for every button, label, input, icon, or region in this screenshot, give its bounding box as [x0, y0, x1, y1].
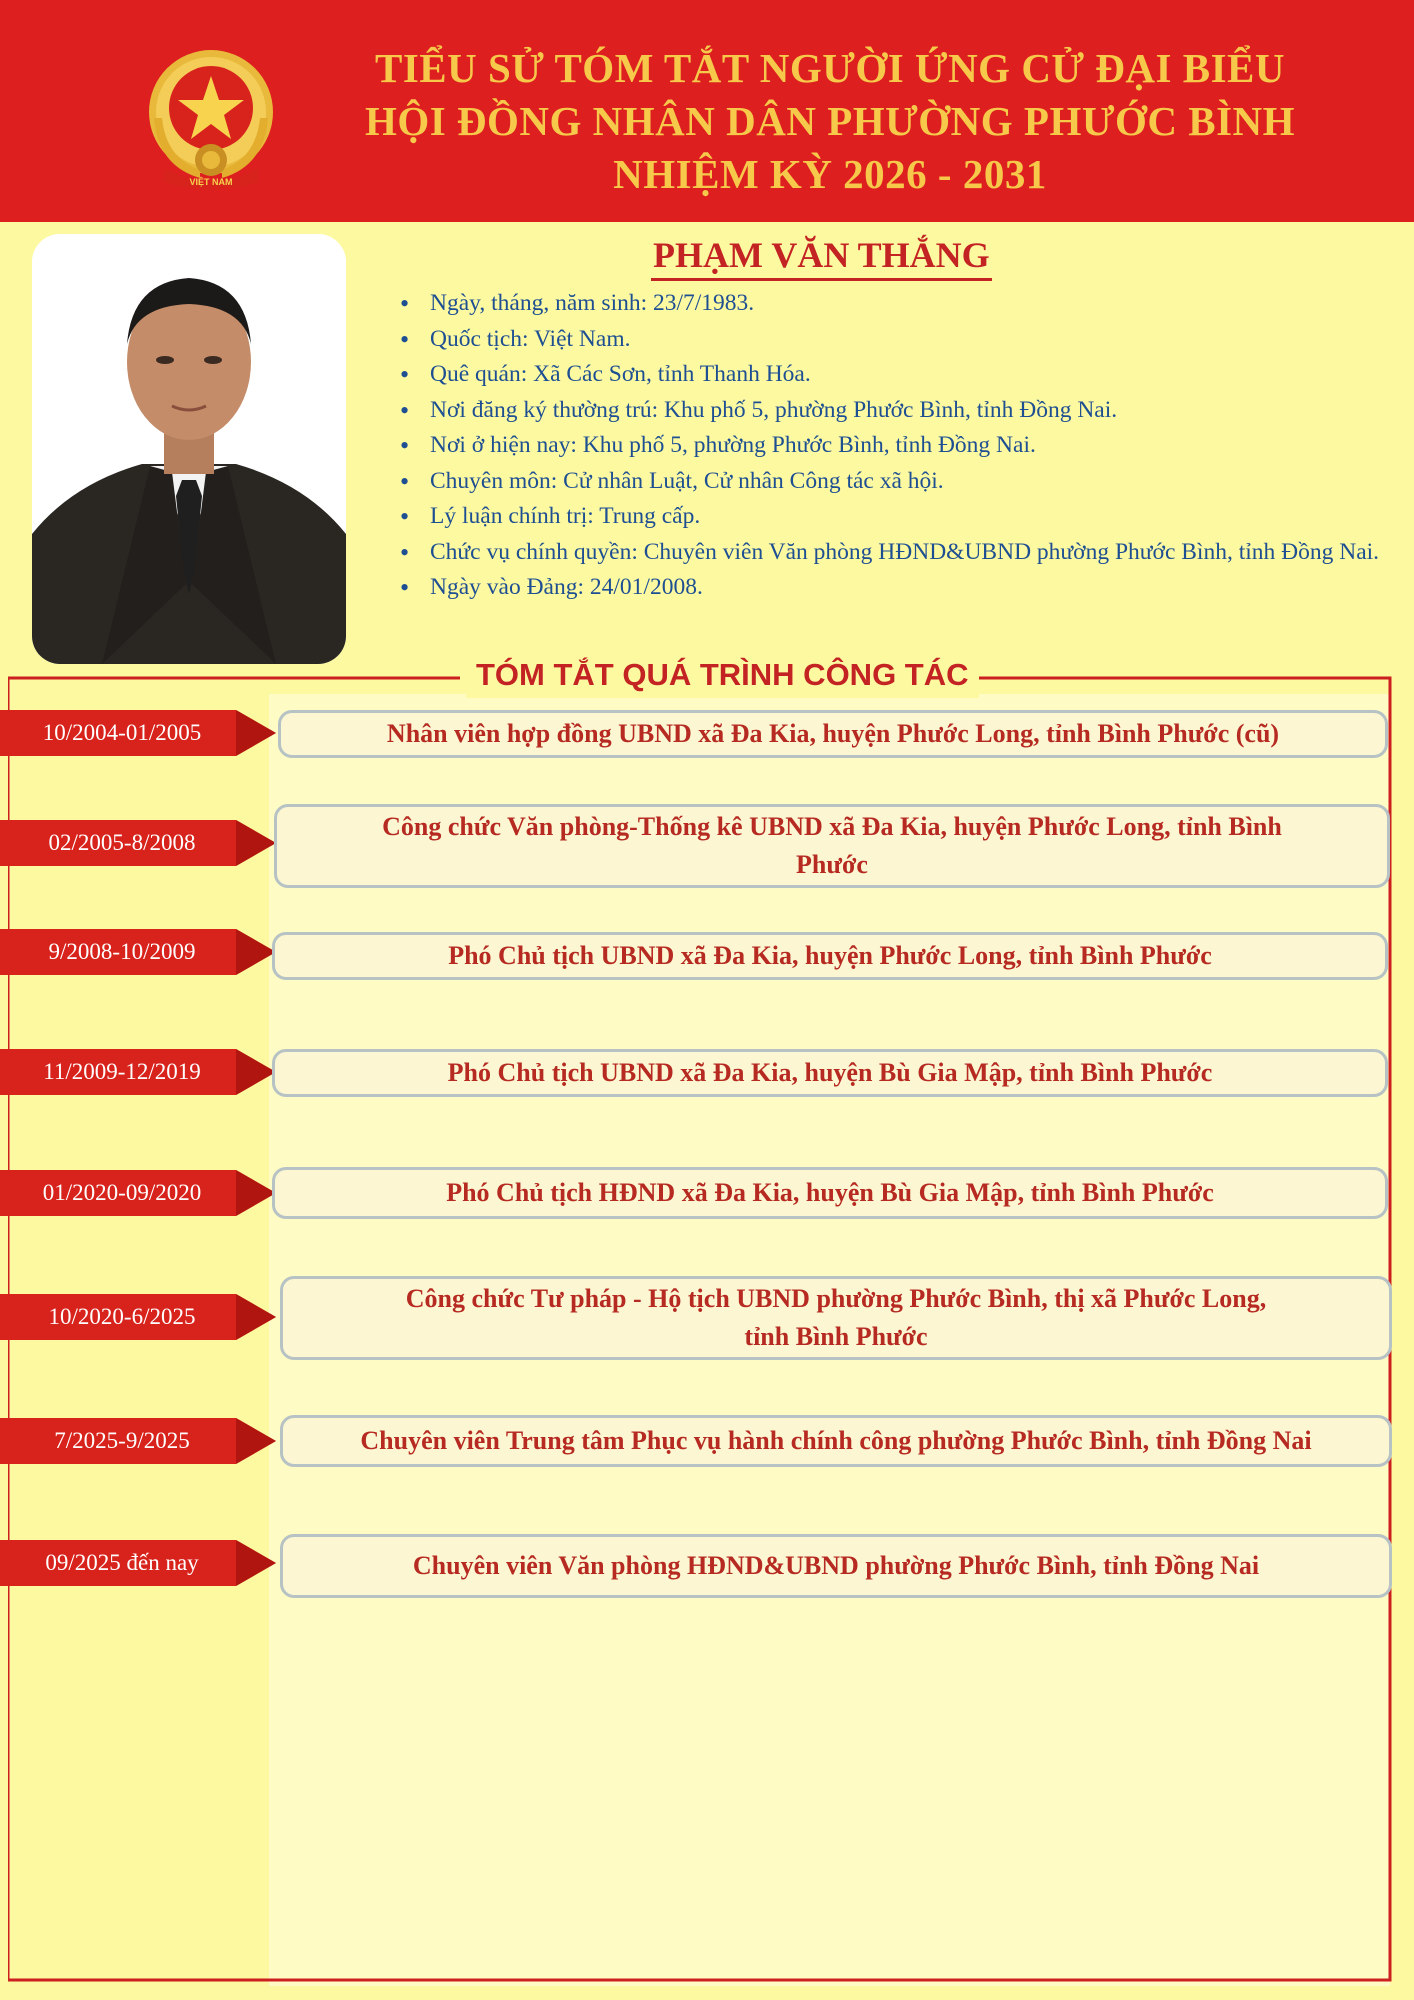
page-title	[330, 42, 1330, 201]
timeline-period: 09/2025 đến nay	[45, 1550, 199, 1575]
timeline-period: 7/2025-9/2025	[54, 1428, 190, 1453]
timeline-date-tag	[0, 1294, 276, 1340]
timeline-position-text: Phó Chủ tịch HĐND xã Đa Kia, huyện Bù Gia Mập, tỉnh Bình Phước	[446, 1178, 1214, 1207]
candidate-name: PHẠM VĂN THẮNG	[651, 234, 992, 281]
timeline-position-text: Phó Chủ tịch UBND xã Đa Kia, huyện Phước Long, tỉnh Bình Phước	[448, 941, 1212, 970]
timeline-position-text: Chuyên viên Trung tâm Phục vụ hành chính công phường Phước Bình, tỉnh Đồng Nai	[360, 1426, 1312, 1455]
timeline-period: 01/2020-09/2020	[42, 1180, 202, 1205]
timeline-date-tag	[0, 1540, 276, 1586]
detail-political-theory: • Lý luận chính trị: Trung cấp.	[398, 499, 1398, 535]
national-emblem-icon	[140, 48, 282, 196]
timeline-position-text: Phước	[796, 850, 868, 879]
title-line-1: TIỂU SỬ TÓM TẮT NGƯỜI ỨNG CỬ ĐẠI BIỂU	[375, 45, 1285, 91]
detail-current-residence: • Nơi ở hiện nay: Khu phố 5, phường Phước Bình, tỉnh Đồng Nai.	[398, 428, 1398, 464]
timeline-position-text: Nhân viên hợp đồng UBND xã Đa Kia, huyện Phước Long, tỉnh Bình Phước (cũ)	[386, 719, 1280, 748]
timeline-date-tag	[0, 1049, 276, 1095]
timeline-position-text: Chuyên viên Văn phòng HĐND&UBND phường Phước Bình, tỉnh Đồng Nai	[412, 1551, 1260, 1580]
detail-permanent-residence: • Nơi đăng ký thường trú: Khu phố 5, phường Phước Bình, tỉnh Đồng Nai.	[398, 393, 1398, 429]
timeline-position-text: tỉnh Bình Phước	[744, 1322, 928, 1351]
timeline-date-tag	[0, 929, 276, 975]
emblem-label: VIỆT NAM	[189, 177, 233, 187]
timeline-position-box	[272, 932, 1388, 980]
detail-profession: • Chuyên môn: Cử nhân Luật, Cử nhân Công tác xã hội.	[398, 464, 1398, 500]
title-line-3: NHIỆM KỲ 2026 - 2031	[613, 151, 1047, 197]
timeline-position-text: Công chức Văn phòng-Thống kê UBND xã Đa Kia, huyện Phước Long, tỉnh Bình	[382, 812, 1282, 841]
timeline-position-box	[272, 1049, 1388, 1097]
timeline-date-tag	[0, 1418, 276, 1464]
title-line-2: HỘI ĐỒNG NHÂN DÂN PHƯỜNG PHƯỚC BÌNH	[364, 98, 1296, 144]
detail-nationality: • Quốc tịch: Việt Nam.	[398, 322, 1398, 358]
timeline-date-tag	[0, 1170, 276, 1216]
candidate-details-list	[398, 286, 1398, 606]
timeline-period: 10/2020-6/2025	[48, 1304, 196, 1329]
detail-party-admission-date: • Ngày vào Đảng: 24/01/2008.	[398, 570, 1398, 606]
timeline-date-tag	[0, 820, 276, 866]
detail-hometown: • Quê quán: Xã Các Sơn, tỉnh Thanh Hóa.	[398, 357, 1398, 393]
detail-birth-date: • Ngày, tháng, năm sinh: 23/7/1983.	[398, 286, 1398, 322]
timeline-period: 9/2008-10/2009	[48, 939, 196, 964]
timeline-period: 11/2009-12/2019	[43, 1059, 201, 1084]
timeline-period: 10/2004-01/2005	[42, 720, 202, 745]
timeline-position-text: Phó Chủ tịch UBND xã Đa Kia, huyện Bù Gia Mập, tỉnh Bình Phước	[447, 1058, 1213, 1087]
detail-government-position: • Chức vụ chính quyền: Chuyên viên Văn phòng HĐND&UBND phường Phước Bình, tỉnh Đồng Nai.	[398, 535, 1398, 571]
work-history-title: TÓM TẮT QUÁ TRÌNH CÔNG TÁC	[466, 652, 979, 698]
candidate-portrait	[32, 234, 346, 664]
timeline-position-box	[272, 1167, 1388, 1219]
timeline-position-box	[280, 1534, 1392, 1598]
timeline-period: 02/2005-8/2008	[48, 830, 196, 855]
timeline-date-tag	[0, 710, 276, 756]
timeline-position-text: Công chức Tư pháp - Hộ tịch UBND phường Phước Bình, thị xã Phước Long,	[405, 1284, 1267, 1313]
timeline-position-box	[280, 1276, 1392, 1360]
header-banner	[0, 0, 1414, 222]
timeline-position-box	[274, 804, 1390, 888]
timeline-position-box	[280, 1415, 1392, 1467]
timeline-position-box	[278, 710, 1388, 758]
